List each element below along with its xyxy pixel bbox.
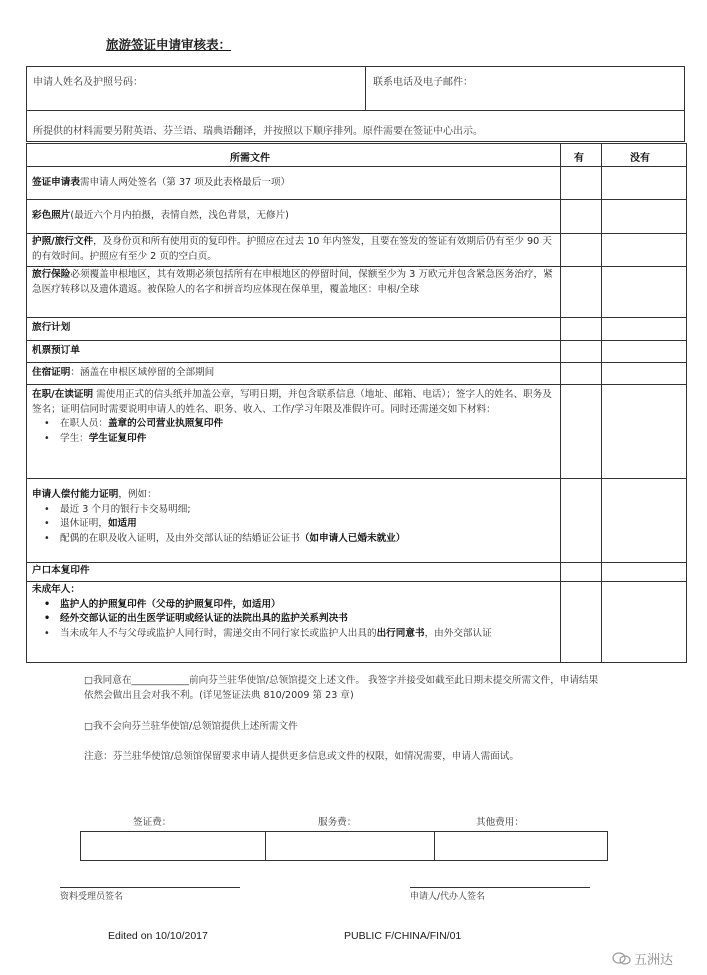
list-item: • 配偶的在职及收入证明，及由外交部认证的结婚证公证书（如申请人已婚未就业） (60, 532, 554, 547)
visa-fee-label: 签证费： (133, 817, 172, 828)
row-flight-booking: 机票预订单 (32, 345, 80, 356)
service-fee-field[interactable] (266, 832, 433, 860)
edited-date: Edited on 10/10/2017 (108, 930, 208, 942)
row-application-form: 签证申请表需申请人两处签名（第 37 项及此表格最后一项） (32, 177, 291, 188)
list-item: • 监护人的护照复印件（父母的护照复印件，如适用） (60, 598, 554, 613)
note-text: 注意：芬兰驻华使馆/总领馆保留要求申请人提供更多信息或文件的权限，如情况需要，申请人需面试。 (84, 751, 519, 762)
other-fee-field[interactable] (435, 832, 606, 860)
list-item: • 当未成年人不与父母或监护人同行时，需递交由不同行家长或监护人出具的出行同意书，由外交部认证 (60, 627, 554, 642)
applicant-signature-line[interactable] (410, 887, 590, 888)
staff-signature-label: 资料受理员签名 (60, 892, 124, 902)
list-item: • 在职人员：盖章的公司营业执照复印件 (60, 417, 554, 432)
col-header-docs: 所需文件 (230, 153, 270, 164)
list-item: • 退休证明，如适用 (60, 517, 554, 532)
consent-decline-checkbox[interactable]: □我不会向芬兰驻华使馆/总领馆提供上述所需文件 (84, 721, 298, 732)
materials-note: 所提供的材料需要另附英语、芬兰语、瑞典语翻译，并按照以下顺序排列。原件需要在签证中心出示。 (33, 126, 483, 137)
list-item: • 最近 3 个月的银行卡交易明细; (60, 503, 554, 518)
col-header-none: 没有 (630, 153, 650, 164)
contact-label: 联系电话及电子邮件： (373, 77, 473, 88)
row-insurance: 旅行保险必须覆盖申根地区，其有效期必须包括所有在申根地区的停留时间，保额至少为 3 万欧元并包含紧急医务治疗，紧急医疗转移以及遗体遣返。被保险人的名字和拼音均应体现在保单里，覆盖地区：申根/全球 (32, 269, 553, 295)
document-reference: PUBLIC F/CHINA/FIN/01 (344, 930, 462, 942)
consent-agree-checkbox[interactable]: □我同意在____________前向芬兰驻华使馆/总领馆提交上述文件。 我签字并接受如截至此日期未提交所需文件，申请结果依然会做出且会对我不利。(详见签证法典 810/2009 第 23 章) (84, 675, 599, 701)
applicant-name-label: 申请人姓名及护照号码： (33, 77, 143, 88)
staff-signature-line[interactable] (60, 887, 240, 888)
visa-fee-field[interactable] (81, 832, 264, 860)
row-accommodation: 住宿证明：涵盖在申根区域停留的全部期间 (32, 367, 215, 378)
other-fee-label: 其他费用： (476, 817, 524, 828)
row-photo: 彩色照片(最近六个月内拍摄，表情自然，浅色背景，无修片) (32, 210, 289, 221)
wechat-icon (612, 951, 632, 965)
form-title: 旅游签证申请审核表： (106, 37, 232, 52)
applicant-signature-label: 申请人/代办人签名 (410, 892, 486, 902)
watermark-text: 五洲达 (634, 953, 674, 968)
list-item: • 学生：学生证复印件 (60, 432, 554, 447)
col-header-have: 有 (574, 153, 584, 164)
list-item: • 经外交部认证的出生医学证明或经认证的法院出具的监护关系判决书 (60, 612, 554, 627)
row-employment: 在职/在读证明 需使用正式的信头纸并加盖公章，写明日期，并包含联系信息（地址、邮箱、电话）；签字人的姓名、职务及签名；证明信同时需要说明申请人的姓名、职务、收入、工作/学习年限及准假许可。同时还需递交如下材料： • 在职人员：盖章的公司营业执照复印件 • 学生：学生证复印件 (32, 388, 554, 446)
row-financial: 申请人偿付能力证明，例如： • 最近 3 个月的银行卡交易明细; • 退休证明，如适用 • 配偶的在职及收入证明，及由外交部认证的结婚证公证书（如申请人已婚未就业） (32, 488, 554, 546)
row-passport: 护照/旅行文件，及身份页和所有使用页的复印件。护照应在过去 10 年内签发，且要在签发的签证有效期后仍有至少 90 天的有效时间。护照应有至少 2 页的空白页。 (32, 236, 552, 262)
checklist-table (26, 143, 687, 663)
service-fee-label: 服务费： (318, 817, 357, 828)
row-minors: 未成年人： • 监护人的护照复印件（父母的护照复印件，如适用） • 经外交部认证的出生医学证明或经认证的法院出具的监护关系判决书 • 当未成年人不与父母或监护人同行时，需递交由不同行家长或监护人出具的出行同意书，由外交部认证 (32, 583, 554, 641)
row-household-register: 户口本复印件 (32, 565, 90, 576)
row-itinerary: 旅行计划 (32, 322, 71, 333)
applicant-info-table (26, 66, 685, 142)
